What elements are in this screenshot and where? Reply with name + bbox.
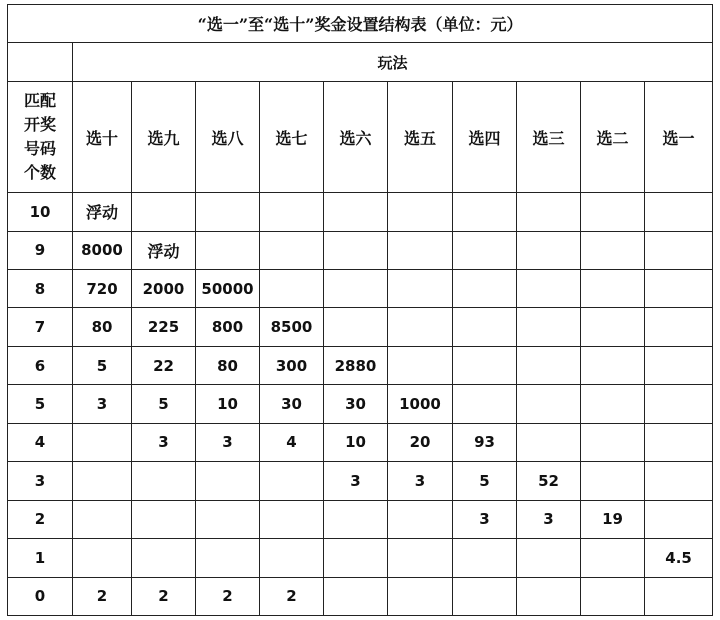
prize-cell: 22	[132, 346, 196, 384]
prize-cell: 1000	[388, 385, 453, 423]
prize-cell	[388, 308, 453, 346]
prize-cell	[260, 539, 324, 577]
prize-cell	[581, 462, 645, 500]
prize-cell	[388, 500, 453, 538]
prize-cell	[388, 270, 453, 308]
prize-cell	[453, 270, 517, 308]
prize-cell	[324, 270, 388, 308]
prize-cell	[132, 193, 196, 231]
table-row	[8, 270, 713, 308]
prize-cell: 10	[324, 423, 388, 461]
table-row	[8, 231, 713, 269]
prize-cell: 2	[260, 577, 324, 615]
prize-cell	[645, 577, 713, 615]
prize-cell	[645, 270, 713, 308]
prize-cell	[388, 539, 453, 577]
corner-blank-cell	[8, 43, 73, 81]
prize-cell	[132, 539, 196, 577]
match-count-cell: 3	[8, 462, 73, 500]
prize-cell: 2	[132, 577, 196, 615]
table-row	[8, 500, 713, 538]
prize-cell	[388, 231, 453, 269]
prize-cell	[453, 346, 517, 384]
prize-cell: 3	[196, 423, 260, 461]
prize-structure-table	[7, 4, 713, 616]
prize-cell: 50000	[196, 270, 260, 308]
column-header: 选五	[388, 81, 453, 192]
prize-cell	[453, 385, 517, 423]
prize-cell: 19	[581, 500, 645, 538]
prize-cell	[196, 500, 260, 538]
column-header: 选十	[73, 81, 132, 192]
prize-cell: 52	[517, 462, 581, 500]
prize-cell: 30	[260, 385, 324, 423]
prize-cell	[196, 193, 260, 231]
table-title: “选一”至“选十”奖金设置结构表（单位：元）	[8, 5, 713, 43]
match-count-header	[8, 81, 73, 192]
prize-cell	[581, 346, 645, 384]
prize-cell: 2	[196, 577, 260, 615]
prize-cell	[260, 193, 324, 231]
prize-cell: 2000	[132, 270, 196, 308]
prize-cell: 93	[453, 423, 517, 461]
prize-cell	[645, 308, 713, 346]
table-row	[8, 385, 713, 423]
prize-cell	[581, 231, 645, 269]
match-count-header-line: 号码	[23, 139, 56, 158]
prize-cell	[453, 577, 517, 615]
prize-cell: 4	[260, 423, 324, 461]
match-count-cell: 1	[8, 539, 73, 577]
match-count-cell: 6	[8, 346, 73, 384]
prize-cell: 720	[73, 270, 132, 308]
prize-cell: 3	[453, 500, 517, 538]
prize-cell	[73, 462, 132, 500]
prize-cell: 5	[132, 385, 196, 423]
prize-cell	[73, 539, 132, 577]
column-header: 选一	[645, 81, 713, 192]
prize-cell	[517, 539, 581, 577]
column-header: 选七	[260, 81, 324, 192]
prize-cell	[581, 423, 645, 461]
prize-cell	[260, 462, 324, 500]
prize-cell	[581, 193, 645, 231]
match-count-header-line: 个数	[23, 163, 56, 182]
prize-cell	[645, 462, 713, 500]
prize-cell	[324, 500, 388, 538]
column-header: 选六	[324, 81, 388, 192]
prize-cell	[581, 270, 645, 308]
prize-cell	[73, 423, 132, 461]
prize-cell	[453, 308, 517, 346]
prize-cell	[581, 308, 645, 346]
prize-cell	[581, 539, 645, 577]
match-count-cell: 4	[8, 423, 73, 461]
prize-cell	[581, 385, 645, 423]
prize-cell	[645, 500, 713, 538]
prize-cell	[260, 231, 324, 269]
match-count-header-line: 开奖	[23, 115, 56, 134]
table-row	[8, 308, 713, 346]
prize-cell	[388, 346, 453, 384]
prize-cell: 3	[324, 462, 388, 500]
prize-cell: 3	[73, 385, 132, 423]
prize-cell: 30	[324, 385, 388, 423]
table-row	[8, 539, 713, 577]
prize-cell	[196, 462, 260, 500]
prize-cell: 225	[132, 308, 196, 346]
prize-cell	[73, 500, 132, 538]
prize-cell	[453, 231, 517, 269]
prize-cell	[196, 539, 260, 577]
prize-cell	[453, 539, 517, 577]
prize-cell	[517, 577, 581, 615]
prize-cell	[196, 231, 260, 269]
match-count-cell: 8	[8, 270, 73, 308]
prize-cell: 3	[132, 423, 196, 461]
prize-cell: 80	[73, 308, 132, 346]
match-count-cell: 5	[8, 385, 73, 423]
prize-cell	[645, 231, 713, 269]
match-count-cell: 9	[8, 231, 73, 269]
prize-cell	[324, 308, 388, 346]
prize-cell: 3	[517, 500, 581, 538]
prize-cell: 5	[73, 346, 132, 384]
prize-cell: 2880	[324, 346, 388, 384]
prize-cell	[132, 462, 196, 500]
table-row	[8, 577, 713, 615]
prize-cell	[517, 231, 581, 269]
prize-cell	[517, 385, 581, 423]
play-group-header: 玩法	[73, 43, 713, 81]
prize-cell: 10	[196, 385, 260, 423]
prize-cell: 浮动	[73, 193, 132, 231]
prize-cell	[517, 308, 581, 346]
match-count-cell: 10	[8, 193, 73, 231]
prize-cell: 浮动	[132, 231, 196, 269]
prize-cell	[645, 423, 713, 461]
column-header: 选四	[453, 81, 517, 192]
prize-cell	[453, 193, 517, 231]
prize-cell: 300	[260, 346, 324, 384]
column-header: 选三	[517, 81, 581, 192]
prize-cell	[517, 423, 581, 461]
table-row	[8, 346, 713, 384]
column-header: 选八	[196, 81, 260, 192]
prize-cell	[645, 346, 713, 384]
prize-cell: 20	[388, 423, 453, 461]
prize-cell	[132, 500, 196, 538]
prize-cell	[517, 346, 581, 384]
prize-cell: 8500	[260, 308, 324, 346]
prize-cell	[260, 500, 324, 538]
prize-cell: 2	[73, 577, 132, 615]
table-row	[8, 423, 713, 461]
prize-cell	[324, 231, 388, 269]
prize-cell	[645, 385, 713, 423]
prize-cell	[388, 577, 453, 615]
column-header: 选九	[132, 81, 196, 192]
match-count-cell: 7	[8, 308, 73, 346]
prize-cell	[324, 539, 388, 577]
match-count-cell: 0	[8, 577, 73, 615]
prize-cell	[260, 270, 324, 308]
prize-cell	[324, 193, 388, 231]
prize-cell: 8000	[73, 231, 132, 269]
prize-cell: 80	[196, 346, 260, 384]
prize-cell: 3	[388, 462, 453, 500]
prize-cell	[324, 577, 388, 615]
prize-cell: 4.5	[645, 539, 713, 577]
prize-cell	[581, 577, 645, 615]
prize-cell: 5	[453, 462, 517, 500]
prize-cell	[645, 193, 713, 231]
prize-cell	[517, 270, 581, 308]
table-row	[8, 193, 713, 231]
column-header: 选二	[581, 81, 645, 192]
prize-cell	[388, 193, 453, 231]
table-row	[8, 462, 713, 500]
match-count-header-line: 匹配	[23, 91, 56, 110]
prize-cell: 800	[196, 308, 260, 346]
match-count-cell: 2	[8, 500, 73, 538]
prize-cell	[517, 193, 581, 231]
